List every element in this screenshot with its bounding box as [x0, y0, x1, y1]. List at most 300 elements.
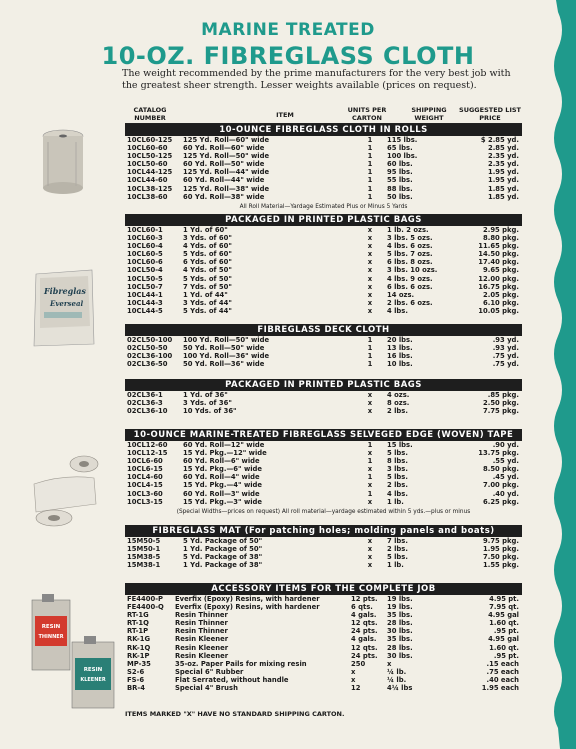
- list-price: .15 each: [486, 659, 519, 668]
- page-title: 10-OZ. FIBREGLASS CLOTH: [101, 42, 475, 70]
- shipping-weight: 6 lbs. 8 ozs.: [387, 258, 433, 267]
- catalog-number: FE4400-Q: [127, 603, 164, 612]
- item-description: 60 Yd. Roll—60" wide: [183, 144, 265, 153]
- list-price: 16.75 pkg.: [478, 282, 519, 291]
- shipping-weight: 19 lbs.: [387, 595, 413, 603]
- shipping-weight: 5 lbs.: [387, 473, 408, 482]
- units-per-carton: 1: [367, 144, 373, 153]
- item-description: 15 Yd. Pkg.—6" wide: [183, 465, 263, 474]
- catalog-number: 10CL60-1: [127, 226, 163, 234]
- list-price: .75 each: [486, 667, 519, 676]
- list-price: 4.95 pt.: [489, 595, 519, 603]
- shipping-weight: 30 lbs.: [387, 627, 413, 636]
- list-price: 2.50 pkg.: [483, 399, 519, 408]
- shipping-weight: 2 lbs.: [387, 407, 408, 416]
- shipping-weight: x: [387, 659, 392, 668]
- item-description: Flat Serrated, without handle: [175, 675, 289, 684]
- catalog-number: 15M50-1: [127, 545, 161, 554]
- shipping-weight: ¼ lb.: [387, 675, 407, 684]
- units-per-carton: x: [367, 481, 373, 490]
- shipping-weight: 2 lbs.: [387, 481, 408, 490]
- list-price: 8.80 pkg.: [483, 234, 519, 243]
- units-per-carton: x: [367, 537, 373, 545]
- catalog-number: 10CL12-60: [127, 441, 168, 449]
- svg-text:Fibreglas: Fibreglas: [44, 286, 86, 296]
- list-price: 1.95 yd.: [487, 168, 519, 177]
- catalog-number: 02CL36-10: [127, 407, 168, 416]
- list-price: .95 pt.: [493, 651, 519, 660]
- list-price: 10.05 pkg.: [478, 306, 519, 315]
- catalog-number: FE4400-P: [127, 595, 164, 603]
- units-per-carton: 6 qts.: [351, 603, 373, 612]
- table-row: [125, 490, 522, 498]
- units-per-carton: 12 qts.: [351, 619, 378, 628]
- item-description: 60 Yd. Roll—3" wide: [183, 489, 260, 498]
- units-per-carton: 1: [367, 136, 373, 144]
- shipping-weight: 2 lbs. 6 ozs.: [387, 298, 433, 307]
- units-per-carton: 1: [367, 176, 373, 185]
- list-price: .75 yd.: [492, 352, 519, 361]
- table-row: [125, 481, 522, 489]
- svg-text:RESIN: RESIN: [41, 624, 61, 630]
- shipping-weight: 4 ozs.: [387, 391, 410, 399]
- units-per-carton: 12 qts.: [351, 643, 378, 652]
- shipping-weight: 7 lbs.: [387, 537, 408, 545]
- table-row: [125, 676, 522, 684]
- catalog-number: FS-6: [127, 675, 145, 684]
- item-description: 60 Yd. Roll—44" wide: [183, 176, 265, 185]
- table-row: [125, 266, 522, 274]
- catalog-number: BR-4: [127, 684, 145, 693]
- list-price: .85 pkg.: [487, 391, 519, 399]
- shipping-weight: 1 lb.: [387, 561, 404, 570]
- item-description: Resin Kleener: [175, 643, 229, 652]
- catalog-number: 10CL44-5: [127, 306, 163, 315]
- units-per-carton: x: [367, 250, 373, 259]
- item-description: 5 Yd. Package of 50": [183, 537, 263, 545]
- table-row: [125, 185, 522, 193]
- shipping-weight: 55 lbs.: [387, 176, 413, 185]
- shipping-weight: 19 lbs.: [387, 603, 413, 612]
- item-description: 60 Yd. Roll—6" wide: [183, 457, 260, 466]
- item-description: 1 Yd. Package of 50": [183, 545, 263, 554]
- page-supertitle: MARINE TREATED: [201, 20, 375, 40]
- item-description: 60 Yd. Roll—50" wide: [183, 160, 265, 169]
- units-per-carton: x: [351, 667, 356, 676]
- list-price: 1.95 yd.: [487, 176, 519, 185]
- table-row: [125, 465, 522, 473]
- shipping-weight: 35 lbs.: [387, 611, 413, 620]
- item-description: 60 Yd. Roll—38" wide: [183, 192, 265, 201]
- list-price: .55 yd.: [492, 457, 519, 466]
- list-price: 1.60 qt.: [489, 619, 519, 628]
- catalog-number: S2-6: [127, 667, 145, 676]
- footer-note: ITEMS MARKED "X" HAVE NO STANDARD SHIPPING CARTON.: [125, 710, 345, 718]
- shipping-weight: 60 lbs.: [387, 160, 413, 169]
- item-description: 5 Yds. of 50": [183, 274, 232, 283]
- table-row: [125, 391, 522, 399]
- item-description: 1 Yd. of 44": [183, 290, 228, 299]
- item-description: 1 Yd. of 36": [183, 391, 228, 399]
- table-row: [125, 152, 522, 160]
- shipping-weight: 5 lbs.: [387, 553, 408, 562]
- item-description: Special 6" Rubber: [175, 667, 244, 676]
- item-description: 60 Yd. Roll—12" wide: [183, 441, 265, 449]
- catalog-number: 10CL60-60: [127, 144, 168, 153]
- units-per-carton: x: [367, 407, 373, 416]
- section-title: 10-OUNCE MARINE-TREATED FIBREGLASS SELVEGED EDGE (WOVEN) TAPE: [125, 429, 522, 441]
- shipping-weight: 4¼ lbs: [387, 684, 413, 693]
- list-price: 8.50 pkg.: [483, 465, 519, 474]
- units-per-carton: 4 gals.: [351, 635, 377, 644]
- catalog-number: 10CL4-60: [127, 473, 163, 482]
- units-per-carton: x: [367, 561, 373, 570]
- catalog-number: 02CL36-100: [127, 352, 173, 361]
- units-per-carton: x: [367, 274, 373, 283]
- table-row: [125, 668, 522, 676]
- list-price: $ 2.85 yd.: [480, 136, 519, 144]
- units-per-carton: x: [367, 391, 373, 399]
- item-description: Resin Thinner: [175, 627, 228, 636]
- list-price: 1.85 yd.: [487, 192, 519, 201]
- units-per-carton: 1: [367, 344, 373, 353]
- shipping-weight: 30 lbs.: [387, 651, 413, 660]
- units-per-carton: x: [367, 497, 373, 506]
- list-price: 6.25 pkg.: [483, 497, 519, 506]
- catalog-number: 10CL60-6: [127, 258, 163, 267]
- shipping-weight: 2 lbs.: [387, 545, 408, 554]
- table-row: [125, 258, 522, 266]
- units-per-carton: x: [367, 234, 373, 243]
- item-description: 125 Yd. Roll—60" wide: [183, 136, 270, 144]
- units-per-carton: 24 pts.: [351, 627, 378, 636]
- item-description: 5 Yds. of 44": [183, 306, 232, 315]
- shipping-weight: ¼ lb.: [387, 667, 407, 676]
- list-price: 2.95 pkg.: [483, 226, 519, 234]
- table-row: [125, 250, 522, 258]
- units-per-carton: 1: [367, 352, 373, 361]
- table-row: [125, 307, 522, 315]
- table-row: [125, 136, 522, 144]
- catalog-number: 02CL36-1: [127, 391, 163, 399]
- shipping-weight: 95 lbs.: [387, 168, 413, 177]
- list-price: 2.85 yd.: [487, 144, 519, 153]
- item-description: 15 Yd. Pkg.—3" wide: [183, 497, 263, 506]
- units-per-carton: 1: [367, 160, 373, 169]
- units-per-carton: x: [367, 266, 373, 275]
- item-description: 5 Yds. of 60": [183, 250, 232, 259]
- table-row: [125, 283, 522, 291]
- shipping-weight: 4 lbs.: [387, 489, 408, 498]
- intro-text: The weight recommended by the prime manufacturers for the very best job with the greatest sheer strength. Lesser weights available (prices on request).: [122, 68, 511, 91]
- catalog-number: RK-1G: [127, 635, 151, 644]
- list-price: .95 pt.: [493, 627, 519, 636]
- catalog-number: 10CL38-60: [127, 192, 168, 201]
- list-price: 4.95 gal: [488, 635, 519, 644]
- catalog-number: RT-1G: [127, 611, 149, 620]
- units-per-carton: 1: [367, 192, 373, 201]
- item-description: 50 Yd. Roll—50" wide: [183, 344, 265, 353]
- item-description: 125 Yd. Roll—38" wide: [183, 184, 270, 193]
- units-per-carton: 24 pts.: [351, 651, 378, 660]
- item-description: 100 Yd. Roll—50" wide: [183, 336, 270, 344]
- item-description: 6 Yds. of 60": [183, 258, 232, 267]
- section-table: [125, 525, 522, 569]
- item-description: Resin Kleener: [175, 635, 229, 644]
- units-per-carton: x: [367, 226, 373, 234]
- table-row: [125, 144, 522, 152]
- col-price: SUGGESTED LIST PRICE: [459, 106, 521, 122]
- catalog-number: 10CL50-4: [127, 266, 163, 275]
- item-description: Everfix (Epoxy) Resins, with hardener: [175, 603, 320, 612]
- item-description: Resin Kleener: [175, 651, 229, 660]
- item-description: 125 Yd. Roll—50" wide: [183, 152, 270, 161]
- item-description: 35-oz. Paper Pails for mixing resin: [175, 659, 307, 668]
- list-price: 2.35 yd.: [487, 160, 519, 169]
- section-table: [125, 214, 522, 315]
- list-price: .75 yd.: [492, 360, 519, 369]
- list-price: 9.65 pkg.: [483, 266, 519, 275]
- table-row: [125, 545, 522, 553]
- list-price: 7.95 qt.: [489, 603, 519, 612]
- catalog-number: 10CL6-60: [127, 457, 163, 466]
- col-catalog: CATALOG NUMBER: [133, 106, 167, 122]
- table-row: [125, 168, 522, 176]
- section-note: All Roll Material—Yardage Estimated Plus or Minus 5 Yards: [239, 203, 408, 210]
- item-description: 15 Yd. Pkg.—4" wide: [183, 481, 263, 490]
- table-row: [125, 344, 522, 352]
- shipping-weight: 88 lbs.: [387, 184, 413, 193]
- table-row: [125, 352, 522, 360]
- catalog-number: 10CL60-125: [127, 136, 173, 144]
- table-row: [125, 627, 522, 635]
- table-row: [125, 399, 522, 407]
- cloth-roll-image: [38, 128, 88, 196]
- catalog-number: 10CL44-1: [127, 290, 163, 299]
- shipping-weight: 50 lbs.: [387, 192, 413, 201]
- table-row: [125, 275, 522, 283]
- units-per-carton: 1: [367, 336, 373, 344]
- catalog-number: RK-1Q: [127, 643, 151, 652]
- section-title: PACKAGED IN PRINTED PLASTIC BAGS: [125, 214, 522, 226]
- table-row: [125, 336, 522, 344]
- catalog-number: MP-35: [127, 659, 151, 668]
- catalog-number: RK-1P: [127, 651, 150, 660]
- units-per-carton: 1: [367, 184, 373, 193]
- catalog-number: 10CL60-3: [127, 234, 163, 243]
- section-table: [125, 429, 522, 518]
- item-description: 125 Yd. Roll—44" wide: [183, 168, 270, 177]
- units-per-carton: x: [367, 399, 373, 408]
- section-table: [125, 124, 522, 213]
- table-row: [125, 644, 522, 652]
- shipping-weight: 15 lbs.: [387, 441, 413, 449]
- shipping-weight: 16 lbs.: [387, 352, 413, 361]
- shipping-weight: 8 lbs.: [387, 457, 408, 466]
- units-per-carton: x: [367, 290, 373, 299]
- svg-text:Everseal: Everseal: [50, 299, 84, 308]
- shipping-weight: 6 lbs. 6 ozs.: [387, 282, 433, 291]
- units-per-carton: 250: [351, 659, 366, 668]
- units-per-carton: 1: [367, 152, 373, 161]
- table-row: [125, 561, 522, 569]
- shipping-weight: 14 ozs.: [387, 290, 415, 299]
- list-price: 1.60 qt.: [489, 643, 519, 652]
- units-per-carton: 1: [367, 441, 373, 449]
- units-per-carton: 1: [367, 473, 373, 482]
- col-item: ITEM: [276, 111, 294, 119]
- shipping-weight: 4 lbs. 6 ozs.: [387, 242, 433, 251]
- table-row: [125, 660, 522, 668]
- list-price: 1.95 pkg.: [483, 545, 519, 554]
- units-per-carton: x: [351, 675, 356, 684]
- svg-text:THINNER: THINNER: [38, 634, 64, 640]
- units-per-carton: 1: [367, 489, 373, 498]
- units-per-carton: x: [367, 242, 373, 251]
- table-row: [125, 449, 522, 457]
- units-per-carton: x: [367, 465, 373, 474]
- table-row: [125, 407, 522, 415]
- catalog-number: 10CL50-5: [127, 274, 163, 283]
- shipping-weight: 28 lbs.: [387, 619, 413, 628]
- list-price: 4.95 gal: [488, 611, 519, 620]
- item-description: 7 Yds. of 50": [183, 282, 232, 291]
- catalog-number: 10CL3-15: [127, 497, 163, 506]
- section-table: [125, 324, 522, 368]
- shipping-weight: 3 lbs.: [387, 465, 408, 474]
- item-description: 60 Yd. Roll—4" wide: [183, 473, 260, 482]
- table-row: [125, 611, 522, 619]
- table-row: [125, 160, 522, 168]
- shipping-weight: 10 lbs.: [387, 360, 413, 369]
- catalog-number: 02CL50-50: [127, 344, 168, 353]
- item-description: 100 Yd. Roll—36" wide: [183, 352, 270, 361]
- item-description: Everfix (Epoxy) Resins, with hardener: [175, 595, 320, 603]
- section-table: [125, 583, 522, 692]
- section-title: FIBREGLASS DECK CLOTH: [125, 324, 522, 336]
- list-price: 14.50 pkg.: [478, 250, 519, 259]
- item-description: 1 Yd. of 60": [183, 226, 228, 234]
- table-row: [125, 473, 522, 481]
- section-title: 10-OUNCE FIBREGLASS CLOTH IN ROLLS: [125, 124, 522, 136]
- list-price: 7.50 pkg.: [483, 553, 519, 562]
- table-row: [125, 498, 522, 506]
- section-note: (Special Widths—prices on request) All roll material—yardage estimated within 5 yds.—plus or minus: [176, 508, 471, 515]
- catalog-number: 02CL50-100: [127, 336, 173, 344]
- item-description: Special 4" Brush: [175, 684, 238, 693]
- list-price: 12.00 pkg.: [478, 274, 519, 283]
- list-price: .90 yd.: [492, 441, 519, 449]
- list-price: 9.75 pkg.: [483, 537, 519, 545]
- item-description: 50 Yd. Roll—36" wide: [183, 360, 265, 369]
- shipping-weight: 8 ozs.: [387, 399, 410, 408]
- catalog-number: 10CL3-60: [127, 489, 163, 498]
- shipping-weight: 5 lbs. 7 ozs.: [387, 250, 433, 259]
- shipping-weight: 65 lbs.: [387, 144, 413, 153]
- table-row: [125, 242, 522, 250]
- svg-text:KLEENER: KLEENER: [80, 677, 106, 683]
- shipping-weight: 28 lbs.: [387, 643, 413, 652]
- list-price: 6.10 pkg.: [483, 298, 519, 307]
- shipping-weight: 13 lbs.: [387, 344, 413, 353]
- shipping-weight: 1 lb. 2 ozs.: [387, 226, 429, 234]
- table-row: [125, 226, 522, 234]
- list-price: 1.85 yd.: [487, 184, 519, 193]
- shipping-weight: 4 lbs.: [387, 306, 408, 315]
- table-row: [125, 360, 522, 368]
- shipping-weight: 100 lbs.: [387, 152, 418, 161]
- shipping-weight: 5 lbs.: [387, 449, 408, 458]
- catalog-number: 10CL38-125: [127, 184, 173, 193]
- section-title: ACCESSORY ITEMS FOR THE COMPLETE JOB: [125, 583, 522, 595]
- item-description: 3 Yds. of 60": [183, 234, 232, 243]
- table-row: [125, 176, 522, 184]
- item-description: 5 Yd. Package of 38": [183, 553, 263, 562]
- list-price: 2.05 pkg.: [483, 290, 519, 299]
- list-price: 7.00 pkg.: [483, 481, 519, 490]
- table-row: [125, 603, 522, 611]
- table-row: [125, 193, 522, 201]
- list-price: 1.55 pkg.: [483, 561, 519, 570]
- units-per-carton: 12: [351, 684, 361, 693]
- catalog-number: 10CL50-7: [127, 282, 163, 291]
- catalog-number: 10CL44-125: [127, 168, 173, 177]
- item-description: 3 Yds. of 44": [183, 298, 232, 307]
- section-table: [125, 379, 522, 415]
- catalog-number: 02CL36-50: [127, 360, 168, 369]
- catalog-number: 15M38-1: [127, 561, 161, 570]
- item-description: 1 Yd. Package of 38": [183, 561, 263, 570]
- item-description: Resin Thinner: [175, 619, 228, 628]
- catalog-number: 10CL60-5: [127, 250, 163, 259]
- list-price: 13.75 pkg.: [478, 449, 519, 458]
- item-description: 3 Yds. of 36": [183, 399, 232, 408]
- catalog-number: 10CL6-15: [127, 465, 163, 474]
- list-price: 2.35 yd.: [487, 152, 519, 161]
- table-row: [125, 619, 522, 627]
- units-per-carton: x: [367, 282, 373, 291]
- units-per-carton: x: [367, 258, 373, 267]
- table-row: [125, 234, 522, 242]
- units-per-carton: 4 gals.: [351, 611, 377, 620]
- list-price: 7.75 pkg.: [483, 407, 519, 416]
- units-per-carton: 12 pts.: [351, 595, 378, 603]
- catalog-number: 10CL50-125: [127, 152, 173, 161]
- table-row: [125, 635, 522, 643]
- table-row: [125, 291, 522, 299]
- table-row: [125, 457, 522, 465]
- units-per-carton: x: [367, 553, 373, 562]
- units-per-carton: x: [367, 306, 373, 315]
- catalog-number: 10CL12-15: [127, 449, 168, 458]
- catalog-number: 10CL44-3: [127, 298, 163, 307]
- units-per-carton: 1: [367, 360, 373, 369]
- catalog-number: RT-1P: [127, 627, 149, 636]
- table-row: [125, 553, 522, 561]
- item-description: Resin Thinner: [175, 611, 228, 620]
- shipping-weight: 4 lbs. 9 ozs.: [387, 274, 433, 283]
- col-weight: SHIPPING WEIGHT: [411, 106, 447, 122]
- catalog-number: 10CL50-60: [127, 160, 168, 169]
- plastic-bag-image: [30, 268, 98, 348]
- list-price: 11.65 pkg.: [478, 242, 519, 251]
- units-per-carton: x: [367, 545, 373, 554]
- table-row: [125, 595, 522, 603]
- units-per-carton: 1: [367, 168, 373, 177]
- section-title: PACKAGED IN PRINTED PLASTIC BAGS: [125, 379, 522, 391]
- list-price: .40 each: [486, 675, 519, 684]
- svg-text:RESIN: RESIN: [83, 667, 103, 673]
